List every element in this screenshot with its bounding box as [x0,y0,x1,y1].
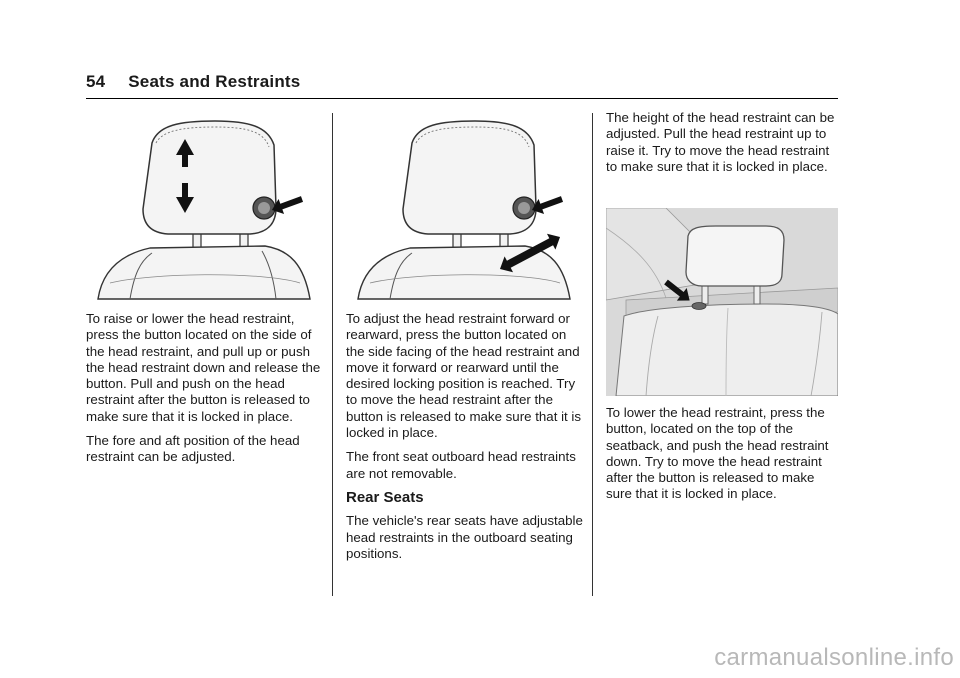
watermark: carmanualsonline.info [714,644,954,671]
column-divider-right [592,113,593,596]
rear-seat-head-restraint-figure [606,208,838,396]
body-paragraph: The front seat outboard head restraints are not removable. [346,449,576,481]
section-title: Seats and Restraints [128,72,301,91]
column-divider-left [332,113,333,596]
body-paragraph: The height of the head restraint can be adjusted. Pull the head restraint up to raise it. Try to move the head restraint to make sure that it is locked in place. [606,110,835,174]
body-paragraph: To lower the head restraint, press the button, located on the top of the seatback, and push the head restraint down. Try to move the head restraint after the button is released to make sure that it is locked in place. [606,405,829,502]
body-paragraph: To raise or lower the head restraint, press the button located on the side of the head restraint, and pull up or push the head restraint down and release the button. Pull and push on the head restraint after the button is released to make sure that it is locked in place. [86,311,321,424]
column-2-text [346,311,586,570]
head-restraint-up-down-figure [90,113,320,301]
column-3-text-top [606,110,838,183]
column-1-text [86,311,324,474]
rear-seats-heading: Rear Seats [346,488,424,506]
head-restraint-fore-aft-figure [350,113,580,301]
column-3-text-bottom [606,405,838,511]
header-rule [86,98,838,99]
body-paragraph: The vehicle's rear seats have adjustable head restraints in the outboard seating positions. [346,513,583,561]
body-paragraph: To adjust the head restraint forward or rearward, press the button located on the side facing of the head restraint and move it forward or rearward until the desired locking position is reached. Try to move the head restraint after the button is released to make sure that it is locked in place. [346,311,582,441]
page-header [86,72,300,92]
page-number: 54 [86,72,106,91]
body-paragraph: The fore and aft position of the head restraint can be adjusted. [86,433,300,465]
